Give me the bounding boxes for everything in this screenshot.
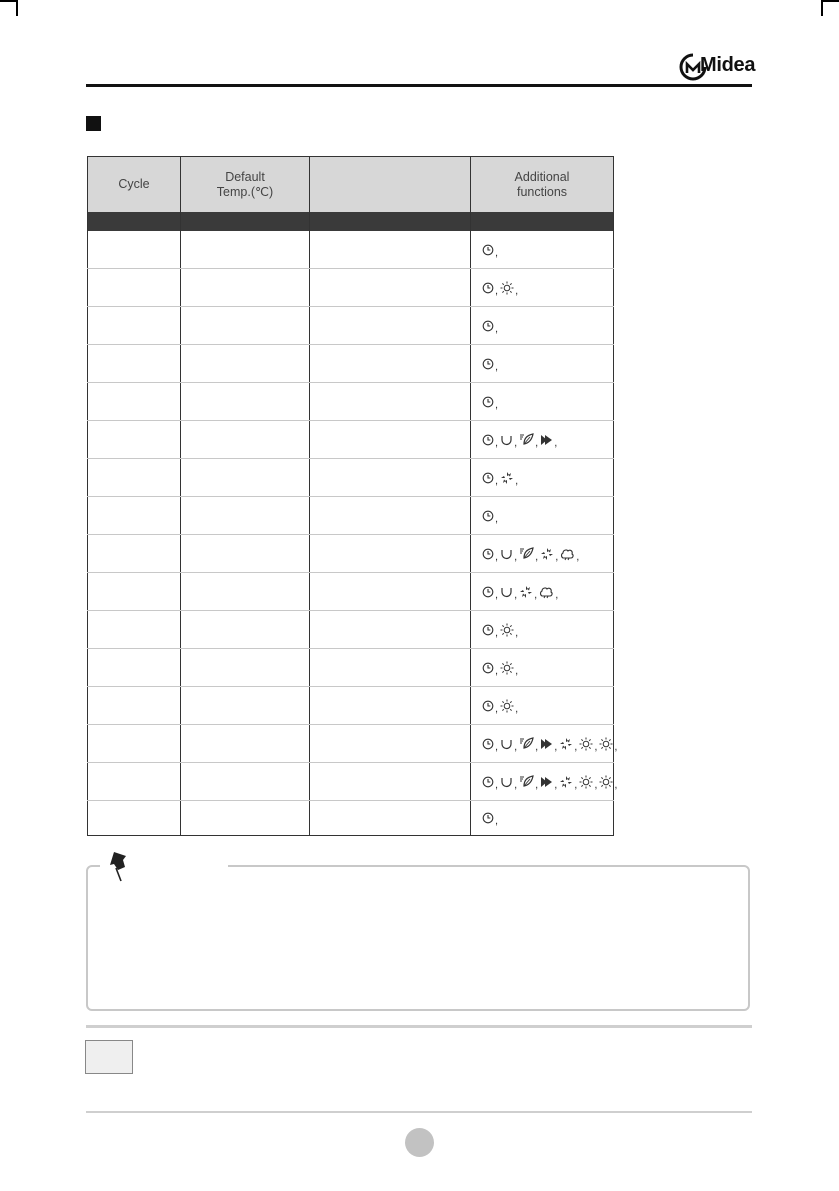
light-icon <box>500 661 514 675</box>
bowl-icon <box>500 738 513 750</box>
play-fast-icon <box>540 738 553 750</box>
play-fast-icon <box>540 776 553 788</box>
spin-icon <box>519 585 533 599</box>
separator: , <box>535 550 539 563</box>
separator: , <box>495 588 499 601</box>
default-temp-cell <box>181 421 310 459</box>
cycle-cell <box>88 573 181 611</box>
timer-icon <box>482 282 494 294</box>
function-icons <box>471 421 613 458</box>
table-row <box>88 687 614 725</box>
crop-mark-top-left-vertical <box>16 0 18 16</box>
light-icon <box>599 737 613 751</box>
description-cell <box>310 763 471 801</box>
function-icons <box>471 497 613 534</box>
description-cell <box>310 383 471 421</box>
spin-icon <box>500 471 514 485</box>
table-row <box>88 459 614 497</box>
pushpin-icon <box>100 848 140 884</box>
cycle-cell <box>88 345 181 383</box>
light-icon <box>500 281 514 295</box>
separator: , <box>495 664 499 677</box>
separator: , <box>495 702 499 715</box>
leaf-icon <box>519 775 534 788</box>
additional-functions-cell <box>471 725 618 763</box>
separator: , <box>555 550 559 563</box>
cycle-cell <box>88 801 181 836</box>
default-temp-cell <box>181 345 310 383</box>
additional-functions-cell <box>471 535 614 573</box>
additional-functions-cell <box>471 573 614 611</box>
bowl-icon <box>500 434 513 446</box>
separator: , <box>515 626 519 639</box>
function-icons <box>471 611 613 648</box>
function-icons <box>471 801 613 835</box>
crop-mark-top-right <box>821 0 839 2</box>
cycle-cell <box>88 611 181 649</box>
separator: , <box>495 246 499 259</box>
header-additional-functions <box>471 157 614 213</box>
function-icons <box>471 725 618 762</box>
separator: , <box>514 550 518 563</box>
bowl-icon <box>500 548 513 560</box>
header-cycle: Cycle <box>88 157 181 213</box>
additional-functions-cell <box>471 307 614 345</box>
timer-icon <box>482 434 494 446</box>
table-row <box>88 497 614 535</box>
timer-icon <box>482 244 494 256</box>
header-default-temp <box>181 157 310 213</box>
timer-icon <box>482 548 494 560</box>
separator: , <box>495 778 499 791</box>
description-cell <box>310 535 471 573</box>
cycle-cell <box>88 649 181 687</box>
timer-icon <box>482 396 494 408</box>
header-default-temp-line2: Temp.(℃) <box>216 184 274 199</box>
cycle-cell <box>88 421 181 459</box>
table-row <box>88 231 614 269</box>
default-temp-cell <box>181 573 310 611</box>
header-default-temp-line1: Default <box>225 169 265 184</box>
default-temp-cell <box>181 535 310 573</box>
separator: , <box>514 740 518 753</box>
table-row <box>88 763 614 801</box>
additional-functions-cell <box>471 801 614 836</box>
table-band <box>88 212 614 231</box>
function-icons <box>471 649 613 686</box>
light-icon <box>579 775 593 789</box>
spin-icon <box>540 547 554 561</box>
additional-functions-cell <box>471 611 614 649</box>
separator: , <box>614 778 618 791</box>
separator: , <box>576 550 580 563</box>
separator: , <box>515 284 519 297</box>
description-cell <box>310 649 471 687</box>
description-cell <box>310 345 471 383</box>
additional-functions-cell <box>471 269 614 307</box>
default-temp-cell <box>181 231 310 269</box>
table-row <box>88 421 614 459</box>
light-icon <box>500 623 514 637</box>
cycle-cell <box>88 307 181 345</box>
separator: , <box>574 740 578 753</box>
note-box <box>86 865 750 1011</box>
default-temp-cell <box>181 497 310 535</box>
description-cell <box>310 459 471 497</box>
function-icons <box>471 687 613 724</box>
separator: , <box>495 550 499 563</box>
description-cell <box>310 725 471 763</box>
table-row <box>88 535 614 573</box>
separator: , <box>515 474 519 487</box>
table-row <box>88 725 614 763</box>
footer-rule-top <box>86 1025 752 1028</box>
brand-logo <box>678 50 758 82</box>
default-temp-cell <box>181 687 310 725</box>
brand-logo-text: Midea <box>700 54 756 76</box>
default-temp-cell <box>181 763 310 801</box>
cycle-cell <box>88 763 181 801</box>
timer-icon <box>482 358 494 370</box>
page-number-badge <box>405 1128 434 1157</box>
table-row <box>88 383 614 421</box>
separator: , <box>495 322 499 335</box>
description-cell <box>310 573 471 611</box>
separator: , <box>495 474 499 487</box>
timer-icon <box>482 586 494 598</box>
function-icons <box>471 763 618 800</box>
separator: , <box>594 740 598 753</box>
timer-icon <box>482 624 494 636</box>
table-row <box>88 801 614 836</box>
footer-rule-bottom <box>86 1111 752 1113</box>
leaf-icon <box>519 433 534 446</box>
table-row <box>88 611 614 649</box>
separator: , <box>495 436 499 449</box>
default-temp-cell <box>181 459 310 497</box>
separator: , <box>554 778 558 791</box>
description-cell <box>310 421 471 459</box>
table-row <box>88 269 614 307</box>
function-icons <box>471 307 613 344</box>
additional-functions-cell <box>471 383 614 421</box>
description-cell <box>310 269 471 307</box>
light-icon <box>599 775 613 789</box>
separator: , <box>495 360 499 373</box>
description-cell <box>310 497 471 535</box>
function-icons <box>471 383 613 420</box>
separator: , <box>515 664 519 677</box>
separator: , <box>534 588 538 601</box>
separator: , <box>535 436 539 449</box>
separator: , <box>495 740 499 753</box>
separator: , <box>614 740 618 753</box>
cycle-table <box>87 156 618 836</box>
additional-functions-cell <box>471 231 614 269</box>
header-rule <box>86 84 752 87</box>
description-cell <box>310 687 471 725</box>
timer-icon <box>482 812 494 824</box>
crop-mark-top-right-vertical <box>821 0 823 16</box>
separator: , <box>555 588 559 601</box>
function-icons <box>471 535 613 572</box>
timer-icon <box>482 738 494 750</box>
cycle-cell <box>88 497 181 535</box>
separator: , <box>574 778 578 791</box>
cycle-cell <box>88 383 181 421</box>
timer-icon <box>482 700 494 712</box>
separator: , <box>554 740 558 753</box>
default-temp-cell <box>181 725 310 763</box>
spin-icon <box>559 775 573 789</box>
separator: , <box>515 702 519 715</box>
separator: , <box>594 778 598 791</box>
table-row <box>88 345 614 383</box>
leaf-icon <box>519 547 534 560</box>
light-icon <box>579 737 593 751</box>
bowl-icon <box>500 586 513 598</box>
table-row <box>88 573 614 611</box>
cycle-cell <box>88 459 181 497</box>
function-icons <box>471 345 613 382</box>
cycle-cell <box>88 687 181 725</box>
function-icons <box>471 459 613 496</box>
note-tag-box <box>85 1040 133 1074</box>
timer-icon <box>482 510 494 522</box>
default-temp-cell <box>181 611 310 649</box>
additional-functions-cell <box>471 649 614 687</box>
separator: , <box>495 512 499 525</box>
cycle-cell <box>88 535 181 573</box>
default-temp-cell <box>181 307 310 345</box>
table-row <box>88 649 614 687</box>
separator: , <box>495 815 499 827</box>
default-temp-cell <box>181 269 310 307</box>
default-temp-cell <box>181 383 310 421</box>
separator: , <box>554 436 558 449</box>
additional-functions-cell <box>471 459 614 497</box>
cycle-cell <box>88 269 181 307</box>
header-blank <box>310 157 471 213</box>
default-temp-cell <box>181 801 310 836</box>
separator: , <box>514 436 518 449</box>
additional-functions-cell <box>471 763 618 801</box>
timer-icon <box>482 472 494 484</box>
separator: , <box>514 778 518 791</box>
separator: , <box>514 588 518 601</box>
description-cell <box>310 611 471 649</box>
spin-icon <box>559 737 573 751</box>
light-icon <box>500 699 514 713</box>
function-icons <box>471 573 613 610</box>
additional-functions-cell <box>471 497 614 535</box>
steam-icon <box>560 547 575 561</box>
description-cell <box>310 231 471 269</box>
additional-functions-cell <box>471 687 614 725</box>
separator: , <box>535 740 539 753</box>
header-additional-line2: functions <box>516 184 568 199</box>
leaf-icon <box>519 737 534 750</box>
separator: , <box>495 398 499 411</box>
additional-functions-cell <box>471 345 614 383</box>
play-fast-icon <box>540 434 553 446</box>
table-row <box>88 307 614 345</box>
default-temp-cell <box>181 649 310 687</box>
description-cell <box>310 801 471 836</box>
separator: , <box>495 284 499 297</box>
separator: , <box>535 778 539 791</box>
timer-icon <box>482 776 494 788</box>
header-additional-line1: Additional <box>514 169 570 184</box>
table-header-row <box>88 157 614 213</box>
function-icons <box>471 231 613 268</box>
section-marker <box>86 116 101 131</box>
function-icons <box>471 269 613 306</box>
steam-icon <box>539 585 554 599</box>
separator: , <box>495 626 499 639</box>
timer-icon <box>482 320 494 332</box>
description-cell <box>310 307 471 345</box>
additional-functions-cell <box>471 421 614 459</box>
cycle-cell <box>88 231 181 269</box>
timer-icon <box>482 662 494 674</box>
cycle-cell <box>88 725 181 763</box>
bowl-icon <box>500 776 513 788</box>
